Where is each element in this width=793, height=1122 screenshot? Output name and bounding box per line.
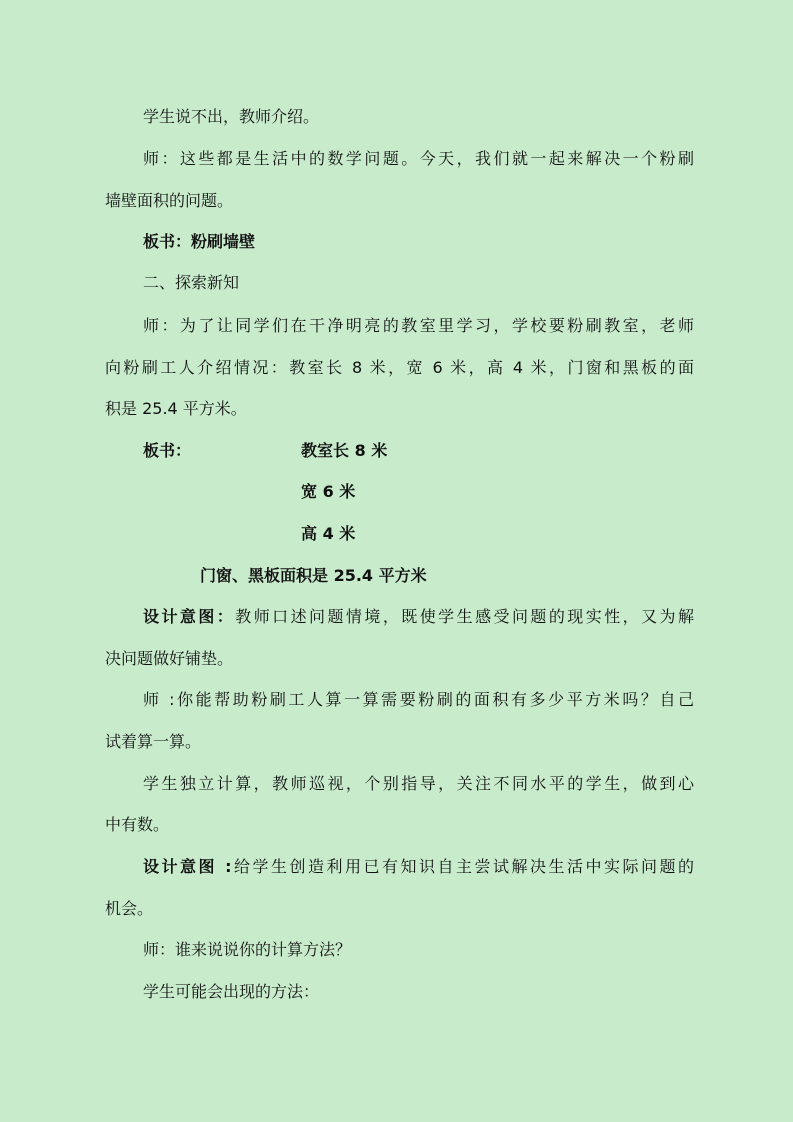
blackboard-height: 高 4 米 — [301, 524, 356, 543]
design-intent-text: 教师口述问题情境，既使学生感受问题的现实性，又为解 — [235, 607, 694, 626]
design-intent-text: 给学生创造利用已有知识自主尝试解决生活中实际问题的 — [231, 857, 694, 876]
blackboard-area: 门窗、黑板面积是 25.4 平方米 — [200, 566, 427, 585]
paragraph-line: 师：为了让同学们在干净明亮的教室里学习，学校要粉刷教室，老师 — [143, 316, 694, 335]
paragraph-line: 积是 25.4 平方米。 — [105, 399, 247, 418]
paragraph-line: 墙壁面积的问题。 — [105, 191, 234, 210]
paragraph-line: 师：这些都是生活中的数学问题。今天，我们就一起来解决一个粉刷 — [143, 149, 694, 168]
paragraph-line: 机会。 — [105, 899, 154, 918]
paragraph-line: 师 :你能帮助粉刷工人算一算需要粉刷的面积有多少平方米吗？自己 — [143, 690, 694, 709]
paragraph-line — [143, 607, 694, 627]
paragraph-line: 决问题做好铺垫。 — [105, 649, 234, 668]
blackboard-label: 板书： — [143, 441, 192, 460]
blackboard-width: 宽 6 米 — [301, 482, 356, 501]
section-heading: 二、探索新知 — [143, 273, 240, 292]
paragraph-line: 试着算一算。 — [105, 732, 202, 751]
paragraph-line: 中有数。 — [105, 815, 170, 834]
design-intent-label: 设计意图： — [143, 607, 236, 626]
blackboard-heading: 板书：粉刷墙壁 — [143, 232, 256, 251]
paragraph-line — [143, 857, 694, 877]
paragraph-line: 师：谁来说说你的计算方法？ — [143, 940, 352, 959]
paragraph-line: 向粉刷工人介绍情况：教室长 8 米，宽 6 米，高 4 米，门窗和黑板的面 — [105, 358, 694, 377]
paragraph-line: 学生独立计算，教师巡视，个别指导，关注不同水平的学生，做到心 — [143, 774, 694, 793]
paragraph-line: 学生说不出，教师介绍。 — [143, 107, 320, 126]
design-intent-label: 设计意图 : — [143, 857, 232, 876]
paragraph-line: 学生可能会出现的方法： — [143, 982, 320, 1001]
blackboard-length: 教室长 8 米 — [301, 441, 388, 460]
